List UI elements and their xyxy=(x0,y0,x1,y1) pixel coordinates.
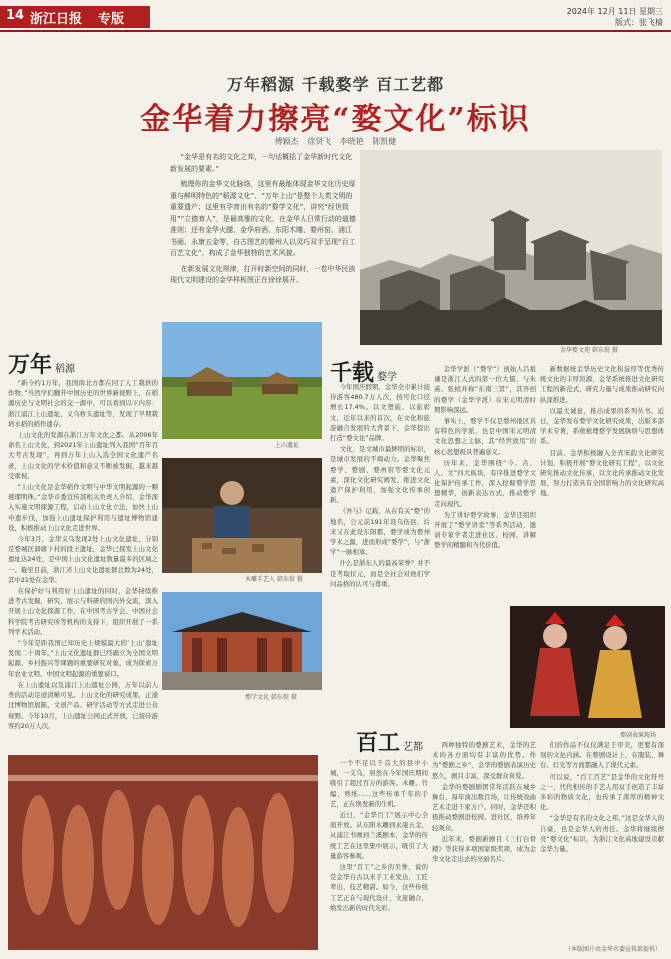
section-label-rice: 万年 稻源 xyxy=(8,352,76,378)
skyline-photo xyxy=(360,150,662,345)
photo-credit-footer: （本版图片由金华市委宣传部提供） xyxy=(564,946,661,953)
section-label-crafts: 百工 艺都 xyxy=(356,730,424,756)
masthead xyxy=(0,0,671,32)
lead-paragraph: 在新发展文化规律，打开时新空间的同时，一卷中华民族现代文明建设的金华样板图正在徐徐展开。 xyxy=(170,264,356,284)
academy-photo xyxy=(162,592,322,690)
article-lead xyxy=(170,152,358,291)
article-headline: 金华着力擦亮“婺文化”标识 xyxy=(140,102,531,137)
section-name: 专版 xyxy=(98,12,125,27)
opera-caption: 婺剧表演现场 xyxy=(620,732,657,739)
article-byline: 傅颖杰 徐贤飞 李晓艳 陈凯健 xyxy=(274,137,397,146)
woodcarving-photo xyxy=(162,458,322,573)
column-wuxue-text-b: 金华学派（“婺学”）创始人吕祖谦是浙江人式的第一位大儒，与朱熹、张栻并称“东南三贤”，其开创的婺学（金华学派）在宋元明清时期影响深远。 事实上，婺学不仅是婺州地区具有特色的学派，也是中国宋元明清文化思想之主脉，其“经世致用”的核心思想极具普遍意义。 历年来，金华围绕“今、古、人、文”四大板块，有序推进婺学文化保护传承工作，深入挖掘婺学思想精华，创新表达方式，推动婺学走向现代。 为了讲好婺学故事，金华还组织开展了“婺学讲堂”等系列活动，邀请专家学者走进社区、校园，讲解婺学的精髓和当代价值。 xyxy=(434,365,536,550)
shangshan-caption: 上山遗址 xyxy=(275,442,300,449)
woodcarving-caption: 木雕手艺人 韩东倪 摄 xyxy=(245,576,303,583)
opera-photo xyxy=(510,606,665,728)
editor-line: 版式：张飞樯 xyxy=(615,18,663,27)
page-number: 14 xyxy=(6,8,25,23)
column-crafts-text-a: 一个不足以千首大的县中小城，一义乌，居然在今年国庆期间吸引了超过百万的游客。木雕、竹编、剪纸……这些传承千年的手艺，正在焕发新的生机。 近日，“金华百工”展示中心全面开放。从东阳木雕到永康五金，从浦江书画到兰溪剧本，金华的传统工艺在这里集中展示，吸引了大量游客参观。 这里“百工”之乡的美誉，说的是金华自古以来手工业发达，工匠辈出，技艺精湛。如今，这些传统工艺正在与现代设计、文旅融合，焕发出新的时代光彩。 xyxy=(330,759,428,912)
column-crafts-text-c: 们的作品不仅仅满足于审美，更要有深刻的文化内涵。在婺剧设计上，在服装、舞台、灯光等方面都融入了现代元素。 可以说，“百工百艺”是金华的文化符号之一，代代相传的手艺人用双手创造了丰富多彩的物质文化，也传承了深厚的精神文化。 “金华是有名的文化之邦，”这是金华人的自豪，也是金华人的责任。金华将继续擦亮“婺文化”标识，为浙江文化高地建设贡献金华力量。 xyxy=(540,741,664,854)
lead-paragraph: 梳理你的金华文化脉络，这里有最能体现金华文化历史厚重与鲜明特色的“稻源文化”、“万年上山”是整个人类文明的重要遗产；这里有孕育出有名的“婺学文化”，讲究“经世致用”“立德育人”，是最高雅的文化，在金华人日常行动的道德准则；还有金华火腿、金华府酒、东阳木雕、婺州窑、浦江书画、永康五金等，自古图艺的婺州人以灵巧双手呈现“百工百艺文化”，构成了金华独特的艺术风貌。 xyxy=(170,180,356,257)
lead-paragraph: “金华是有名的文化之邦，一句话概括了金华新时代文化新发展的要素。” xyxy=(170,153,353,173)
academy-caption: 婺学文化 韩东倪 摄 xyxy=(245,694,297,701)
column-wuxue-text-a: 今年国庆假期，金华全市累计接待游客480.7万人次，按可比口径增长17.4%。以文塑旅、以旅彰文，近年以来的首次，在文化和旅游融合发展的大背景下，金华提出打造“婺文化”品牌。 文化，是文城市最鲜明的标识，是城市发展的不竭动力。金华聚焦婺学、婺剧、婺州窑等婺文化元素，深化文化研究阐发，推进文化遗产保护利用，加强文化传承创新。 《吾与》记载，从在有关“婺”的地名，公元前191年设乌伤县，后来又在此设东阳郡，婺学成为婺州学术之源，进而形成“婺学”，与“浙学”一脉相承。 什么是浙东人的最高荣誉？并不是考取状元，而是全社会对他们学问品格的认可与尊重。 xyxy=(330,383,430,588)
skyline-caption: 金华婺文苑 韩东倪 摄 xyxy=(560,347,618,354)
date-block xyxy=(567,6,663,28)
column-research-text: 新数据统金华历史文化积淀厚等优秀传统文化的丰厚资源，金华系统推进文化研究工程的新范式，研究力量与成果推动研究向纵深推进。 以最大诚意，推出成果的系列丛书。近日，金华发布婺学文化研究成果，出版多部学术专著，系统梳理婺学发展脉络与思想体系。 目前，金华积极融入全省宋韵文化研究计划，积极开展“婺文化研究工程”，以文化研究推动文化传承，以文化传承推动文化发展，努力打造具有全国影响力的文化研究高地。 xyxy=(540,365,664,498)
column-crafts-text-b: 两种独特的婺剧艺术，金华的艺术的各方面均有丰富的优势。作为“婺剧之乡”，金华的婺剧表演历史悠久，剧目丰富，深受群众喜爱。 金华的婺剧剧团常年活跃在城乡舞台，每年演出数百场，让传统戏曲艺术走进千家万户。同时，金华还积极推动婺剧进校园、进社区，培养年轻观众。 近年来，婺剧新剧目《三打白骨精》等获得多项国家级奖项，成为金华文化走出去的亮丽名片。 xyxy=(432,741,536,864)
column-rice-text: “新今约1万年，我国南北方都在同了人工栽培的作物，”当然学们翻开中国历史的世界新视野上，在稻源历史与文明社会的交一源中，可以看到以下内容：浙江浦江上山遗址，义乌桥头遗址等，发现了早期栽培水稻的稻作遗存。 上山文化的发源在浙江万年文化之都。从2006年命名上山文化，到2021年上山遗址列入我国“百年百大考古发现”，再到万年上山入选全国文化遗产名录，上山文化的学术价值和意义不断被发掘，越来越受重视。 “上山文化是金华稻作文明与中华文明起源的一颗璀璨明珠。”金华市委宣传部相关负责人介绍，金华深入实施文明探源工程，启动上山文化立法，加快上山申遗步伐，加强上山遗址保护利用与遗址博物馆建设，积极推动上山文化走进世界。 今年3月，金华义乌发现2处上山文化遗址，分别是婺城区洞塘下村的段王遗址，金华已探发上山文化遗址达24处，是中国上山文化遗址数量最多的区域之一。截至目前，浙江省上山文化遗址群总数为24处，其中21处在金华。 在保护好与利用好上山遗址的同时，金华持续推进考古发掘，研究、展示与科研的国内外交流，深入开展上山文化探源工作，在中国考古学会、中国社会科学院考古研究所等机构的支持下，组织开展了一系列学术活动。 “今年是距我国已知历史上规模最大的‘上山’遗址发现二十周年。”上山文化遗址群已经确立为全国文明起源、乡村振兴等课题的重要研究对象，成为探索万年农业文明、中国文明起源的重要窗口。 在上山遗址以及浦江上山遗址公园，万年以前人类的活动足迹清晰可见。上山文化的研究成果，正通过博物馆展陈、文创产品、研学活动等方式走进公众视野。今年10月，上山遗址公园正式开放，已接待游客约20万人次。 xyxy=(8,379,158,730)
article-kicker: 万年稻源 千载婺学 百工艺都 xyxy=(226,75,445,94)
section-label-wuxue: 千载 婺学 xyxy=(330,360,398,386)
paper-name: 浙江日报 xyxy=(30,12,83,27)
date-line: 2024年 12月 11日 星期三 xyxy=(566,7,663,16)
shangshan-photo xyxy=(162,322,322,439)
ham-crafts-photo xyxy=(8,755,318,950)
